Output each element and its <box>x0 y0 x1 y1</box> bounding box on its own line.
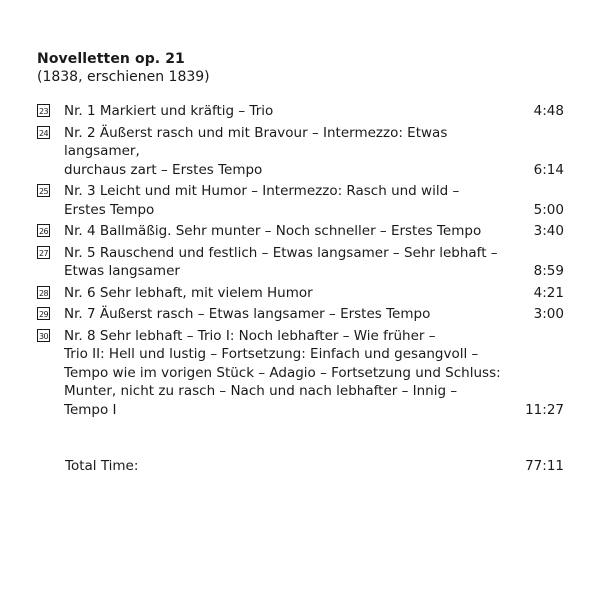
track-description: Nr. 6 Sehr lebhaft, mit vielem Humor <box>64 284 313 301</box>
track-description: Nr. 7 Äußerst rasch – Etwas langsamer – Erstes Tempo <box>64 306 431 322</box>
track-row <box>37 305 564 324</box>
track-number-box: 29 <box>37 307 50 320</box>
track-row <box>37 222 564 241</box>
track-number-box: 23 <box>37 104 50 117</box>
track-description: Nr. 3 Leicht und mit Humor – Intermezzo: Rasch und wild – Erstes Tempo <box>64 183 460 218</box>
track-description: Nr. 2 Äußerst rasch und mit Bravour – Intermezzo: Etwas langsamer, durchaus zart – Erstes Tempo <box>64 124 448 178</box>
track-number-box: 24 <box>37 126 50 139</box>
track-number-box: 27 <box>37 246 50 259</box>
track-description: Nr. 8 Sehr lebhaft – Trio I: Noch lebhafter – Wie früher – Trio II: Hell und lustig – Fortsetzung: Einfach und gesangvoll – Tempo wie im vorigen Stück – Adagio – Fortsetzung und Schluss: Munter, nicht zu rasch – Nach und nach lebhafter – Innig – Tempo I <box>64 327 501 418</box>
total-time-row <box>37 457 564 476</box>
track-time: 3:00 <box>533 306 564 322</box>
track-time: 11:27 <box>525 401 564 418</box>
track-row <box>37 102 564 121</box>
track-description: Nr. 5 Rauschend und festlich – Etwas langsamer – Sehr lebhaft – Etwas langsamer <box>64 244 498 279</box>
track-row <box>37 182 564 219</box>
total-time-value: 77:11 <box>525 458 564 474</box>
tracklist-page <box>37 50 564 476</box>
track-number-box: 26 <box>37 224 50 237</box>
work-title: Novelletten op. 21 <box>37 51 185 67</box>
track-description: Nr. 1 Markiert und kräftig – Trio <box>64 103 274 119</box>
track-row <box>37 284 564 303</box>
track-row <box>37 124 564 180</box>
track-number-box: 28 <box>37 286 50 299</box>
track-time: 4:48 <box>533 103 564 119</box>
work-subtitle: (1838, erschienen 1839) <box>37 69 210 85</box>
track-description: Nr. 4 Ballmäßig. Sehr munter – Noch schneller – Erstes Tempo <box>64 223 482 239</box>
track-number-box: 25 <box>37 184 50 197</box>
track-time: 4:21 <box>533 284 564 301</box>
total-time-label: Total Time: <box>65 458 139 474</box>
track-time: 5:00 <box>533 201 564 218</box>
track-row <box>37 244 564 281</box>
track-list <box>37 102 564 419</box>
track-time: 8:59 <box>533 263 564 279</box>
track-time: 6:14 <box>533 161 564 178</box>
track-row <box>37 327 564 420</box>
track-time: 3:40 <box>533 223 564 239</box>
track-number-box: 30 <box>37 329 50 342</box>
